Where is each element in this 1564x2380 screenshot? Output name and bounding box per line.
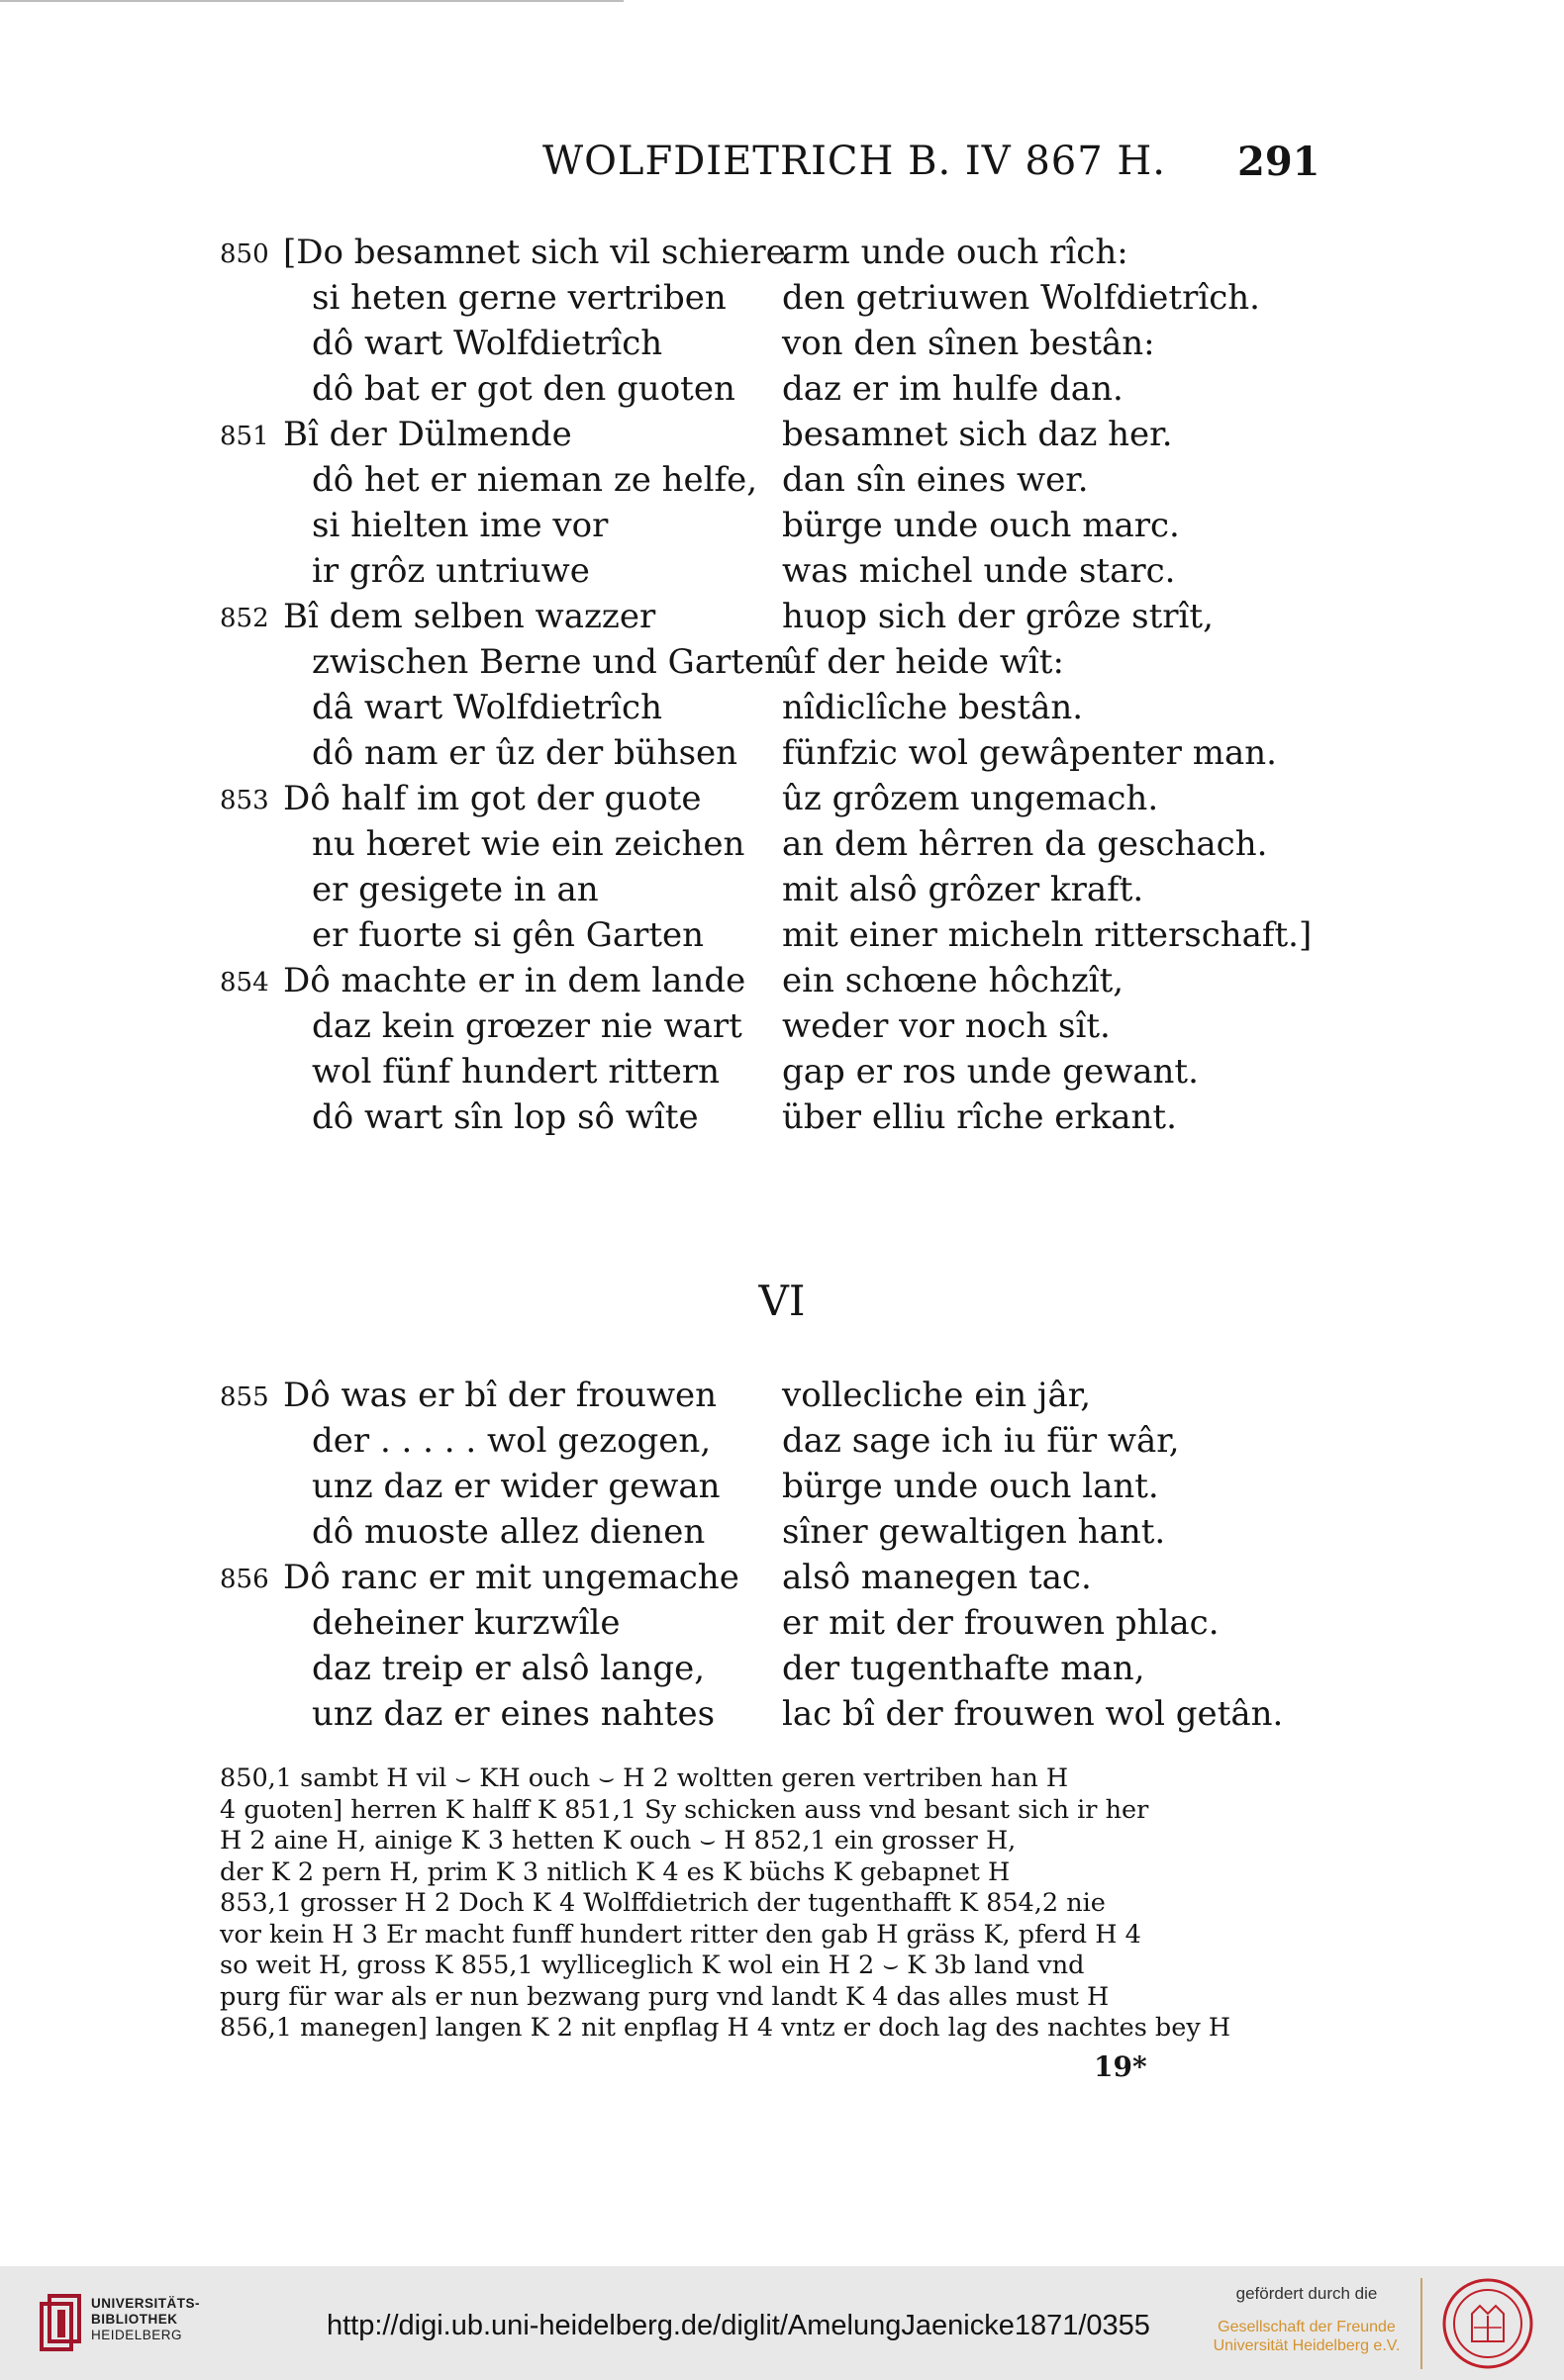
verse-line [0,548,1564,594]
verse-line [0,457,1564,503]
verse-first-half: wol fünf hundert rittern [312,1052,721,1092]
verse-second-half: daz sage ich iu für wâr, [782,1421,1180,1461]
verse-line [0,321,1564,366]
verse-line [0,1464,1564,1509]
apparatus-line: purg für war als er nun bezwang purg vnd landt K 4 das alles must H [220,1981,1110,2012]
verse-line [0,1509,1564,1555]
verse-first-half: zwischen Berne und Garten [312,642,787,682]
verse-first-half: dô wart Wolfdietrîch [312,324,663,363]
verse-second-half: daz er im hulfe dan. [782,369,1124,409]
section-heading-text: VI [758,1277,806,1325]
verse-second-half: lac bî der frouwen wol getân. [782,1694,1284,1734]
verse-second-half: bürge unde ouch marc. [782,506,1180,545]
verse-line [0,821,1564,867]
verse-second-half: nîdiclîche bestân. [782,688,1084,727]
strophe-number: 855 [220,1382,269,1412]
verse-second-half: bürge unde ouch lant. [782,1467,1159,1506]
library-name [91,2296,200,2343]
verse-line [0,867,1564,912]
verse-block-2 [0,1373,1564,1737]
verse-first-half: dô nam er ûz der bühsen [312,733,738,773]
verse-first-half: dô muoste allez dienen [312,1512,706,1552]
verse-second-half: über elliu rîche erkant. [782,1097,1177,1137]
strophe-number: 850 [220,239,269,269]
verse-second-half: mit einer micheln ritterschaft.] [782,915,1313,955]
verse-second-half: was michel unde starc. [782,551,1176,591]
sponsor-name-line: Universität Heidelberg e.V. [1213,2337,1401,2354]
verse-line [0,275,1564,321]
verse-first-half: si hielten ime vor [312,506,609,545]
verse-line [0,912,1564,958]
verse-line [0,1003,1564,1049]
digitization-footer [0,2266,1564,2380]
strophe-number: 856 [220,1565,269,1594]
library-name-line: HEIDELBERG [91,2328,183,2342]
verse-second-half: an dem hêrren da geschach. [782,824,1268,864]
apparatus-line: 853,1 grosser H 2 Doch K 4 Wolffdietrich der tugenthafft K 854,2 nie [220,1888,1106,1918]
verse-first-half: [Do besamnet sich vil schiere [283,233,786,272]
apparatus-line: H 2 aine H, ainige K 3 hetten K ouch ⌣ H 852,1 ein grosser H, [220,1826,1017,1856]
verse-second-half: weder vor noch sît. [782,1006,1111,1046]
sponsor-name [1203,2318,1411,2355]
apparatus-line: der K 2 pern H, prim K 3 nitlich K 4 es K büchs K gebapnet H [220,1856,1011,1887]
verse-line [0,230,1564,275]
verse-first-half: Dô was er bî der frouwen [283,1376,718,1415]
verse-first-half: daz kein grœzer nie wart [312,1006,742,1046]
apparatus-line: 4 guoten] herren K halff K 851,1 Sy schicken auss vnd besant sich ir her [220,1794,1149,1825]
section-heading [0,1277,1564,1325]
library-name-line: UNIVERSITÄTS- [91,2296,201,2311]
verse-first-half: daz treip er alsô lange, [312,1649,706,1688]
sponsor-credit [1203,2284,1411,2355]
verse-line [0,503,1564,548]
verse-first-half: si heten gerne vertriben [312,278,727,318]
apparatus-line: vor kein H 3 Er macht funff hundert ritter den gab H gräss K, pferd H 4 [220,1919,1141,1950]
verse-first-half: dâ wart Wolfdietrîch [312,688,662,727]
verse-line [0,1555,1564,1600]
verse-line [0,639,1564,685]
verse-line [0,1691,1564,1737]
strophe-number: 851 [220,422,269,451]
apparatus-line: 850,1 sambt H vil ⌣ KH ouch ⌣ H 2 woltten geren vertriben han H [220,1763,1069,1793]
apparatus-line: 856,1 manegen] langen K 2 nit enpflag H 4 vntz er doch lag des nachtes bey H [220,2013,1231,2043]
strophe-number: 853 [220,786,269,815]
page-header [0,139,1564,198]
verse-first-half: Bî der Dülmende [283,415,572,454]
library-name-line: BIBLIOTHEK [91,2312,178,2327]
verse-first-half: er fuorte si gên Garten [312,915,705,955]
verse-line [0,730,1564,776]
verse-first-half: Dô half im got der guote [283,779,702,818]
verse-second-half: er mit der frouwen phlac. [782,1603,1220,1643]
verse-second-half: der tugenthafte man, [782,1649,1145,1688]
verse-first-half: dô het er nieman ze helfe, [312,460,758,500]
verse-line [0,412,1564,457]
verse-first-half: dô bat er got den guoten [312,369,735,409]
library-logo-icon [40,2290,85,2353]
verse-line [0,366,1564,412]
verse-first-half: Bî dem selben wazzer [283,597,656,636]
verse-line [0,1418,1564,1464]
verse-second-half: alsô manegen tac. [782,1558,1092,1597]
verse-second-half: arm unde ouch rîch: [782,233,1128,272]
verse-second-half: sîner gewaltigen hant. [782,1512,1166,1552]
verse-first-half: deheiner kurzwîle [312,1603,621,1643]
verse-first-half: nu hœret wie ein zeichen [312,824,745,864]
strophe-number: 854 [220,968,269,998]
apparatus-line: so weit H, gross K 855,1 wylliceglich K wol ein H 2 ⌣ K 3b land vnd [220,1951,1085,1980]
university-seal-icon [1440,2276,1535,2371]
verse-first-half: Dô ranc er mit ungemache [283,1558,739,1597]
sponsor-name-line: Gesellschaft der Freunde [1218,2319,1396,2335]
sponsor-label: gefördert durch die [1235,2284,1378,2303]
verse-first-half: unz daz er wider gewan [312,1467,721,1506]
permalink-url[interactable]: http://digi.ub.uni-heidelberg.de/diglit/AmelungJaenicke1871/0355 [327,2310,1150,2341]
strophe-number: 852 [220,604,269,633]
verse-line [0,594,1564,639]
footer-divider [1420,2278,1422,2369]
verse-second-half: von den sînen bestân: [782,324,1155,363]
verse-first-half: der . . . . . wol gezogen, [312,1421,712,1461]
verse-first-half: unz daz er eines nahtes [312,1694,716,1734]
verse-line [0,958,1564,1003]
verse-second-half: mit alsô grôzer kraft. [782,870,1144,909]
verse-first-half: Dô machte er in dem lande [283,961,746,1000]
verse-first-half: er gesigete in an [312,870,599,909]
verse-second-half: huop sich der grôze strît, [782,597,1214,636]
verse-second-half: den getriuwen Wolfdietrîch. [782,278,1260,318]
verse-line [0,685,1564,730]
verse-line [0,1049,1564,1095]
signature-mark: 19* [1094,2050,1147,2083]
verse-second-half: vollecliche ein jâr, [782,1376,1092,1415]
verse-line [0,1646,1564,1691]
verse-second-half: ûf der heide wît: [782,642,1064,682]
page-number: 291 [1237,139,1320,185]
verse-first-half: ir grôz untriuwe [312,551,590,591]
verse-line [0,1095,1564,1140]
verse-line [0,776,1564,821]
verse-line [0,1373,1564,1418]
verse-first-half: dô wart sîn lop sô wîte [312,1097,699,1137]
verse-second-half: fünfzic wol gewâpenter man. [782,733,1277,773]
verse-line [0,1600,1564,1646]
critical-apparatus [220,1763,1317,2045]
verse-second-half: besamnet sich daz her. [782,415,1173,454]
verse-second-half: ein schœne hôchzît, [782,961,1124,1000]
verse-block-1 [0,230,1564,1140]
verse-second-half: ûz grôzem ungemach. [782,779,1159,818]
verse-second-half: gap er ros unde gewant. [782,1052,1199,1092]
running-title: WOLFDIETRICH B. IV 867 H. [542,139,1166,184]
verse-second-half: dan sîn eines wer. [782,460,1089,500]
